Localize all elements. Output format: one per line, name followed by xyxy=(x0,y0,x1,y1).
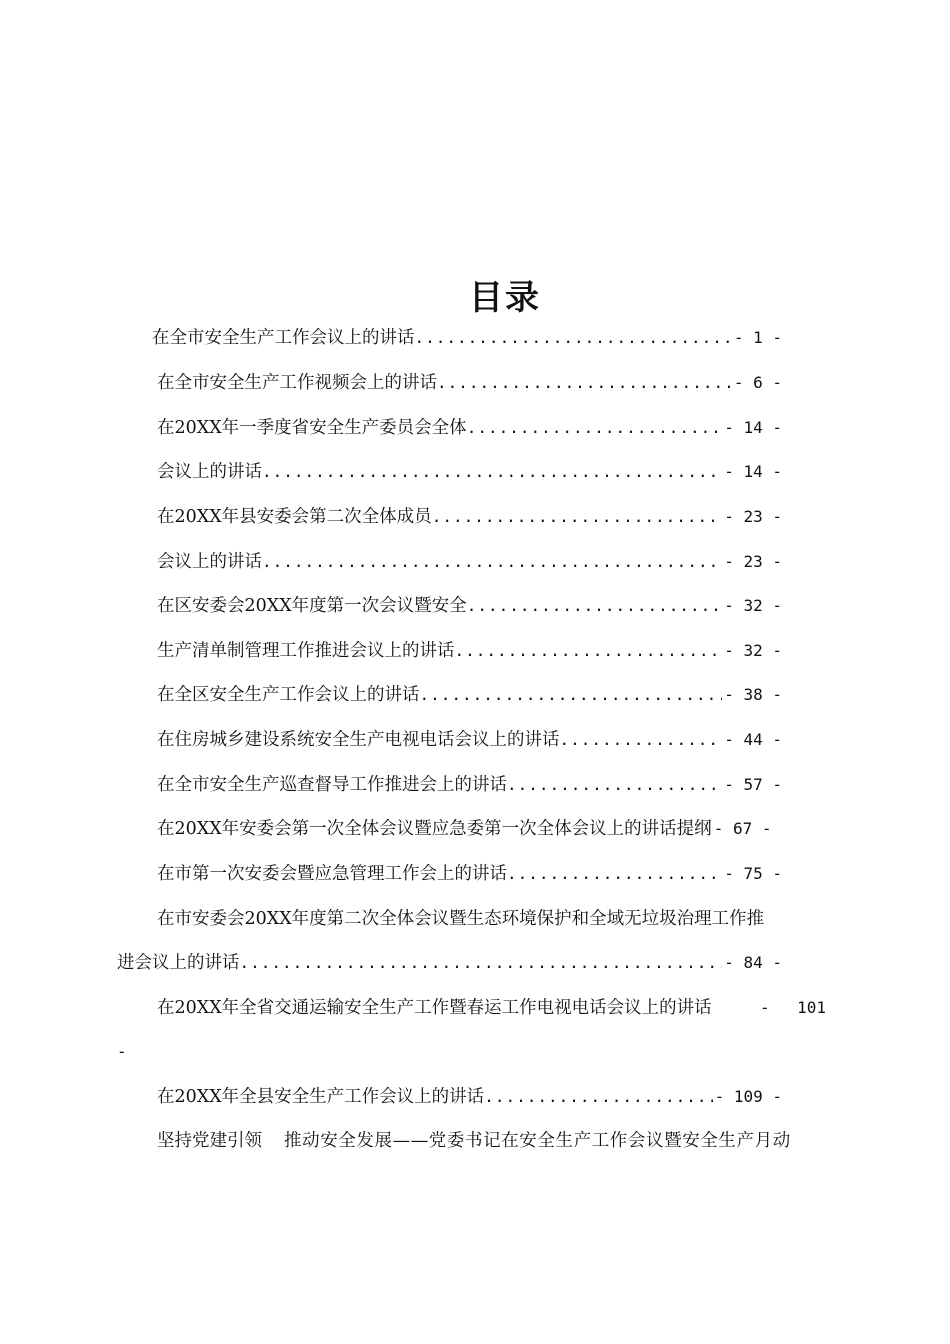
toc-entry[interactable] xyxy=(157,458,782,486)
toc-entry-text: 在区安委会20XX年度第一次会议暨安全 xyxy=(157,596,467,616)
toc-entry-text: 在20XX年全省交通运输安全生产工作暨春运工作电视电话会议上的讲话 xyxy=(157,998,712,1018)
toc-entry-text: 进会议上的讲话 xyxy=(117,953,240,973)
toc-page-number: - 32 - xyxy=(724,596,782,615)
toc-entry[interactable] xyxy=(157,503,782,531)
toc-entry-text: 在住房城乡建设系统安全生产电视电话会议上的讲话 xyxy=(157,730,560,750)
dot-leader xyxy=(560,726,723,754)
toc-entry-text: 会议上的讲话 xyxy=(157,552,262,572)
toc-entry-wrapped-line1[interactable]: 在市安委会20XX年度第二次全体会议暨生态环境保护和全域无垃圾治理工作推 xyxy=(157,909,765,929)
toc-entry[interactable] xyxy=(157,548,782,576)
dot-leader xyxy=(467,414,723,442)
toc-page-number: - 23 - xyxy=(724,552,782,571)
toc-entry-text: 在20XX年一季度省安全生产委员会全体 xyxy=(157,418,467,438)
dot-leader xyxy=(507,771,722,799)
dot-leader xyxy=(415,324,732,352)
toc-entry-text: 在全市安全生产工作会议上的讲话 xyxy=(152,328,415,348)
toc-entry-text: 在20XX年县安委会第二次全体成员 xyxy=(157,507,432,527)
toc-entry-text: 生产清单制管理工作推进会议上的讲话 xyxy=(157,641,455,661)
toc-page-number: - 38 - xyxy=(724,685,782,704)
dot-leader xyxy=(240,949,723,977)
dot-leader xyxy=(455,637,723,665)
toc-entry[interactable] xyxy=(157,369,782,397)
toc-page-number: - 23 - xyxy=(724,507,782,526)
dot-leader xyxy=(432,503,723,531)
toc-page-number-part2: - xyxy=(117,1042,127,1061)
toc-entry[interactable] xyxy=(157,726,782,754)
toc-entry-text: 在全市安全生产工作视频会上的讲话 xyxy=(157,373,437,393)
dot-leader xyxy=(262,458,722,486)
toc-entry-text: 在20XX年安委会第一次全体会议暨应急委第一次全体会议上的讲话提纲 xyxy=(157,819,712,839)
toc-page-number: - 75 - xyxy=(724,864,782,883)
toc-page-number: - 67 - xyxy=(713,819,772,838)
toc-entry[interactable] xyxy=(157,1127,827,1155)
toc-page-number: - 84 - xyxy=(724,953,782,972)
toc-page-number-part1: - 101 xyxy=(760,998,826,1017)
toc-entry[interactable] xyxy=(157,592,782,620)
toc-entry-text: 在全区安全生产工作会议上的讲话 xyxy=(157,685,420,705)
toc-entry[interactable] xyxy=(157,771,782,799)
toc-entry[interactable] xyxy=(157,1083,782,1111)
toc-entry[interactable] xyxy=(152,324,782,352)
toc-page-number: - 32 - xyxy=(724,641,782,660)
toc-entry-text: 在市第一次安委会暨应急管理工作会上的讲话 xyxy=(157,864,507,884)
toc-entry-text: 在全市安全生产巡查督导工作推进会上的讲话 xyxy=(157,775,507,795)
toc-page-number: - 1 - xyxy=(733,328,782,347)
toc-entry[interactable] xyxy=(157,994,827,1022)
toc-entry-text-part2: 推动安全发展——党委书记在安全生产工作会议暨安全生产月动 xyxy=(284,1131,791,1151)
dot-leader xyxy=(484,1083,712,1111)
dot-leader xyxy=(262,548,722,576)
dot-leader xyxy=(467,592,723,620)
toc-page-number: - 57 - xyxy=(724,775,782,794)
toc-entry-text: 会议上的讲话 xyxy=(157,462,262,482)
toc-entry-text-part1: 坚持党建引领 xyxy=(157,1131,262,1151)
dot-leader xyxy=(437,369,732,397)
toc-entry[interactable] xyxy=(157,815,827,843)
dot-leader xyxy=(420,681,723,709)
toc-entry[interactable] xyxy=(157,860,782,888)
page-title: 目录 xyxy=(469,278,541,318)
toc-page-number: - 14 - xyxy=(724,462,782,481)
toc-page-number: - 109 - xyxy=(714,1087,782,1106)
toc-entry[interactable] xyxy=(157,637,782,665)
toc-entry[interactable] xyxy=(157,681,782,709)
toc-entry-wrapped-line2[interactable] xyxy=(117,949,782,977)
toc-page-number: - 14 - xyxy=(724,418,782,437)
dot-leader xyxy=(507,860,722,888)
toc-page-number: - 44 - xyxy=(724,730,782,749)
toc-entry[interactable] xyxy=(157,414,782,442)
toc-page-number: - 6 - xyxy=(733,373,782,392)
toc-entry-text: 在20XX年全县安全生产工作会议上的讲话 xyxy=(157,1087,485,1107)
